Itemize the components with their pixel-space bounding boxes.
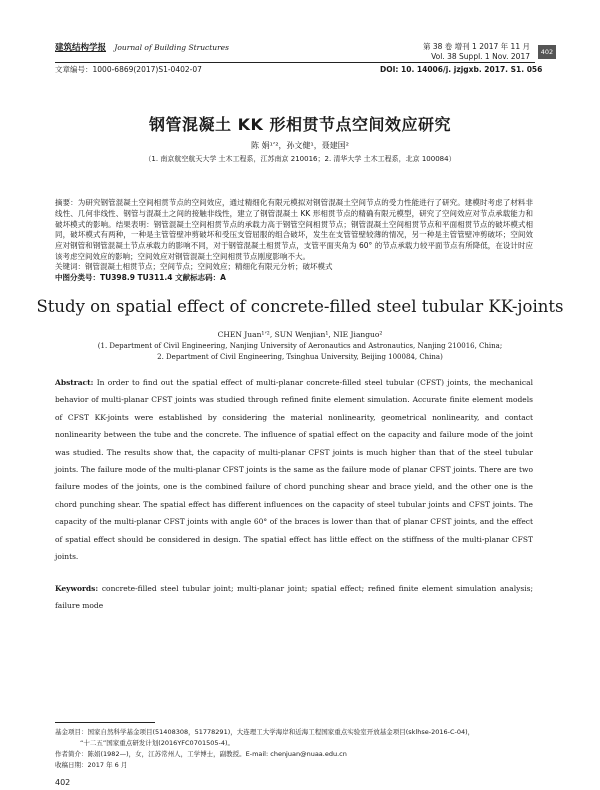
affiliation-cn: （1. 南京航空航天大学 土木工程系，江苏南京 210016；2. 清华大学 土木工程系，北京 100084） — [144, 155, 456, 163]
abstract-en-label: Abstract: — [55, 378, 94, 387]
affiliation-en-1: (1. Department of Civil Engineering, Nanjing University of Aeronautics and Astronautics, Nanjing 210016, China; — [97, 342, 503, 350]
footnote-rule — [55, 722, 155, 723]
doi: DOI: 10. 14006/j. jzjgxb. 2017. S1. 056 — [380, 65, 543, 74]
footnote-funding-2: “十二五”国家重点研发计划(2016YFC0701505-4)。 — [80, 739, 235, 747]
affiliation-en-2: 2. Department of Civil Engineering, Tsinghua University, Beijing 100084, China) — [157, 353, 443, 361]
paper-title-en: Study on spatial effect of concrete-filled steel tubular KK-joints — [36, 297, 564, 316]
volume-line-en: Vol. 38 Suppl. 1 Nov. 2017 — [431, 52, 530, 61]
article-number: 文章编号：1000-6869(2017)S1-0402-07 — [55, 65, 202, 74]
footnote-received: 收稿日期：2017 年 6 月 — [55, 761, 128, 769]
paper-title-cn: 钢管混凝土 KK 形相贯节点空间效应研究 — [149, 115, 451, 134]
header-rule — [55, 62, 535, 63]
page-badge: 402 — [538, 45, 556, 59]
keywords-en-body: concrete-filled steel tubular joint; multi-planar joint; spatial effect; refined finite element simulation analysis; failure mode — [55, 584, 533, 611]
classification-cn: 中图分类号：TU398.9 TU311.4 文献标志码：A — [55, 273, 226, 282]
authors-cn: 陈 娟¹ʼ²，孙文健¹，聂建国² — [251, 141, 349, 150]
authors-en: CHEN Juan¹ʼ², SUN Wenjian¹, NIE Jianguo² — [217, 330, 383, 339]
footnote-funding: 基金项目：国家自然科学基金项目(51408308，51778291)，大连理工大学海岸和近海工程国家重点实验室开放基金项目(sklhse-2016-C-04)， — [55, 728, 475, 736]
abstract-cn: 摘要：为研究钢管混凝土空间相贯节点的空间效应，通过精细化有限元模拟对钢管混凝土空间节点的受力性能进行了研究。建模时考虑了材料非线性、几何非线性、钢管与混凝土之间的接触非线性，建立了钢管混凝土 KK 形相贯节点的精确有限元模型，研究了空间效应对节点承载能力和破坏模式的影响。结果表明：钢管混凝土空间相贯节点的承载力高于钢管空间相贯节点；钢管混凝土空间相贯节点和平面相贯节点的破坏模式相同，破坏模式有两种，一种是主管管壁冲剪破坏和受压支管屈服的组合破坏，发生在支管管壁较薄的情况，另一种是主管管壁冲剪破坏；空间效应对钢管和钢管混凝土节点承载力的影响不同，对于钢管混凝土相贯节点，支管平面夹角为 60° 的节点承载力较平面节点有所降低，在设计时应该考虑空间效应的影响；空间效应对钢管混凝土空间相贯节点刚度影响不大。 — [55, 198, 533, 261]
keywords-en-label: Keywords: — [55, 584, 99, 593]
keywords-en — [55, 580, 533, 615]
footnote-author: 作者简介：陈娟(1982—)，女，江苏常州人，工学博士，副教授。E-mail: chenjuan@nuaa.edu.cn — [55, 750, 347, 758]
page-number: 402 — [55, 778, 71, 787]
keywords-cn: 关键词：钢管混凝土相贯节点；空间节点；空间效应；精细化有限元分析；破坏模式 — [55, 262, 333, 271]
volume-line-cn: 第 38 卷 增刊 1 2017 年 11 月 — [422, 42, 530, 51]
abstract-en — [55, 374, 533, 565]
abstract-en-body: In order to find out the spatial effect of multi-planar concrete-filled steel tubular (CFST) joints, the mechanical behavior of multi-planar CFST joints was studied through refined finite element simulation. Accurate finite element models of CFST KK-joints were established by considering the material nonlinearity, geometrical nonlinearity, and contact nonlinearity between the tube and the concrete. The influence of spatial effect on the capacity and failure mode of the joint was studied. The results show that, the capacity of multi-planar CFST joints is much higher than that of the steel tubular joints. The failure mode of the multi-planar CFST joints is the same as the failure mode of planar CFST joints. There are two failure modes of the joints, one is the combined failure of chord punching shear and brace yield, and the other one is the chord punching shear. The spatial effect has different influences on the capacity of steel tubular joints and CFST joints. The capacity of the multi-planar CFST joints with angle 60° of the braces is lower than that of planar CFST joints, and the effect of spatial effect should be considered in design. The spatial effect has little effect on the stiffness of the multi-planar CFST joints. — [55, 378, 533, 562]
journal-name-cn: 建筑结构学报 — [55, 43, 107, 53]
journal-name-en: Journal of Building Structures — [114, 43, 229, 52]
